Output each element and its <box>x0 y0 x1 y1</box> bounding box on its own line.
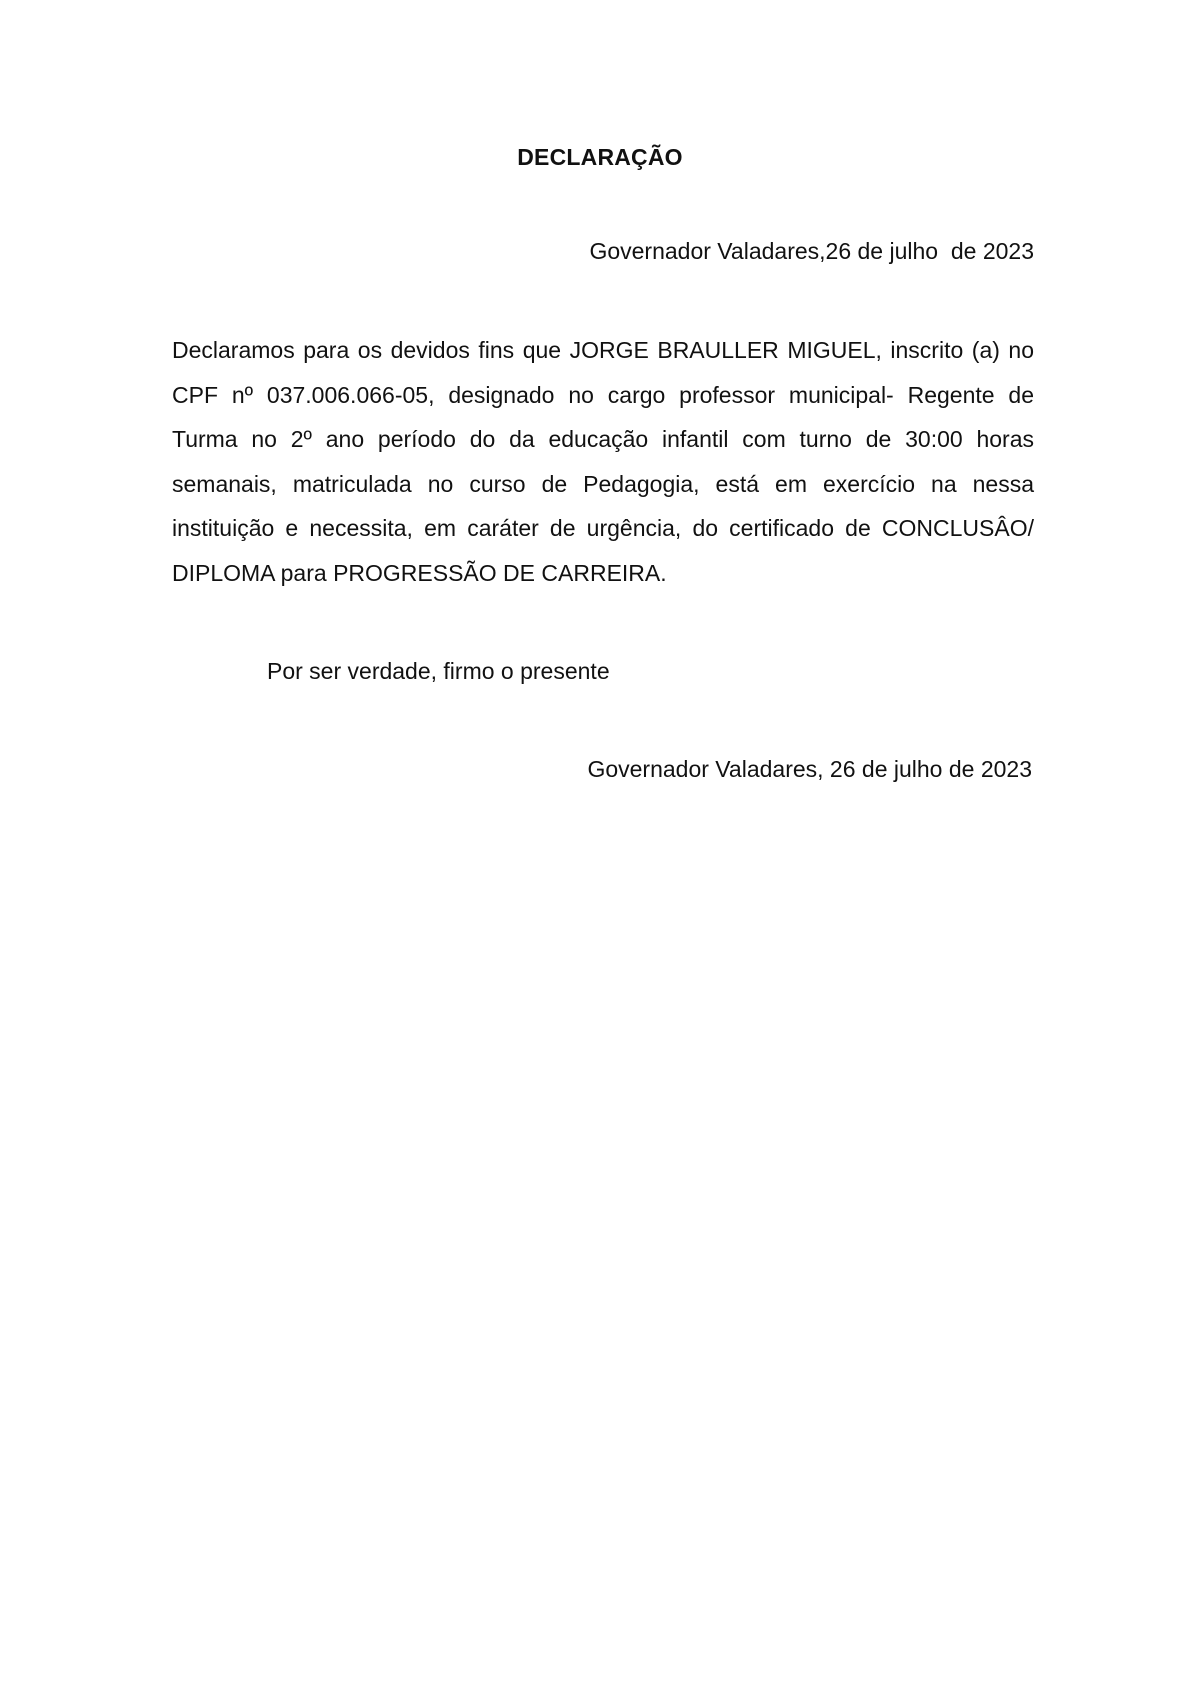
document-title: DECLARAÇÃO <box>517 144 683 170</box>
closing-statement: Por ser verdade, firmo o presente <box>267 658 610 684</box>
place-date-bottom: Governador Valadares, 26 de julho de 2023 <box>587 756 1032 782</box>
place-date-top: Governador Valadares,26 de julho de 2023 <box>589 238 1034 264</box>
declaration-body: Declaramos para os devidos fins que JORGE BRAULLER MIGUEL, inscrito (a) no CPF nº 037.006.066-05, designado no cargo professor municipal- Regente de Turma no 2º ano período do da educação infantil com turno de 30:00 horas semanais, matriculada no curso de Pedagogia, está em exercício na nessa instituição e necessita, em caráter de urgência, do certificado de CONCLUSÂO/ DIPLOMA para PROGRESSÃO DE CARREIRA. <box>172 337 1034 586</box>
